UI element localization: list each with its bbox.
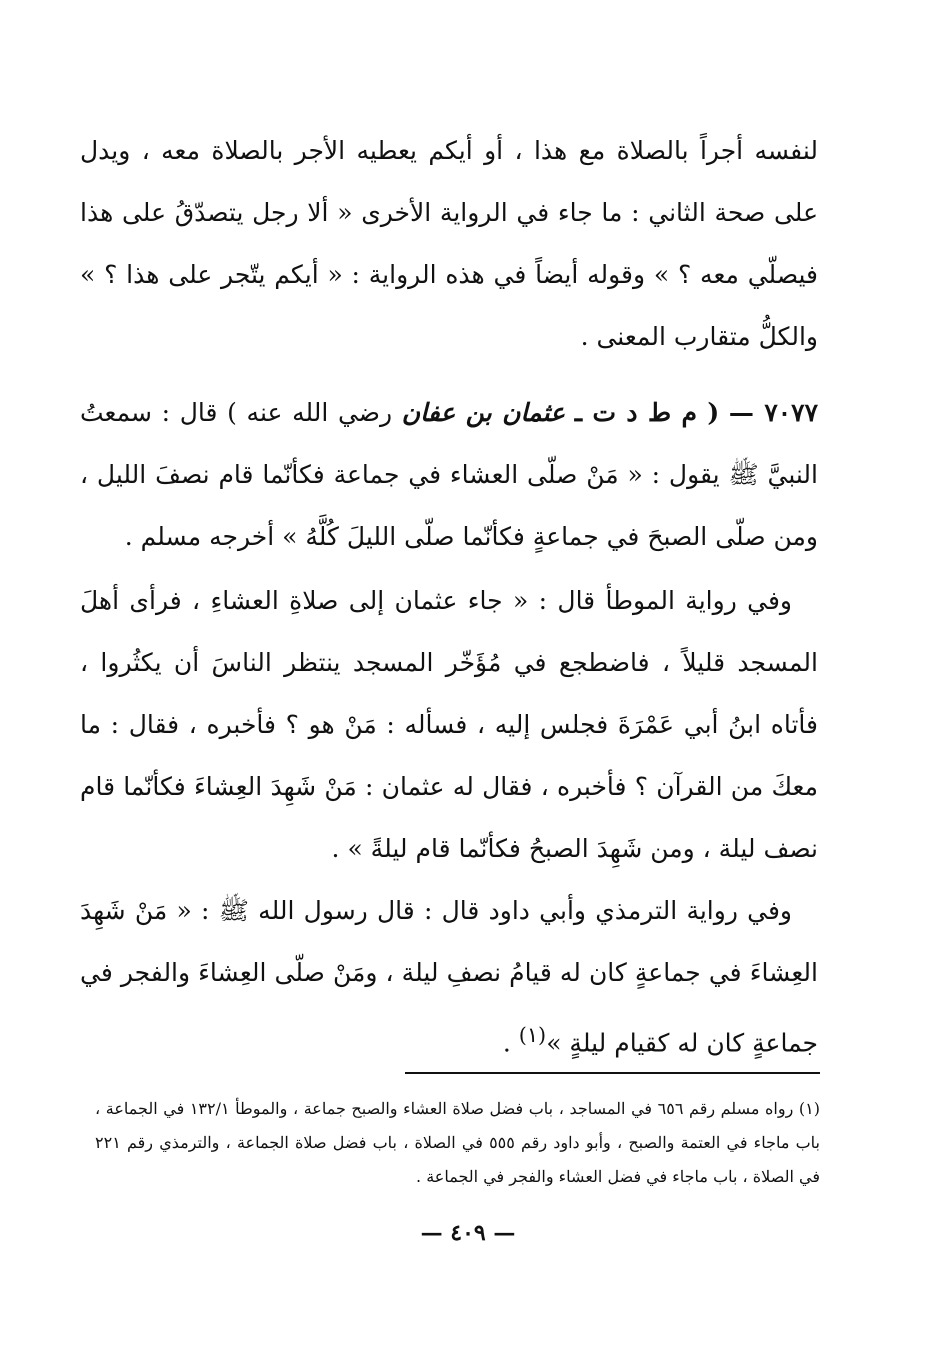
paragraph-commentary bbox=[80, 120, 818, 368]
narrator-name: عثمان بن عفان bbox=[401, 398, 566, 427]
footnote-marker: (١) bbox=[518, 1023, 547, 1047]
hadith-entry bbox=[80, 382, 818, 568]
page-number: — ٤٠٩ — bbox=[420, 1220, 516, 1246]
hadith-sources: ( م ط د ت ـ bbox=[574, 398, 720, 427]
paragraph-text: وفي رواية الترمذي وأبي داود قال : قال رسول الله ﷺ : « مَنْ شَهِدَ العِشاءَ في جماعةٍ كان له قيامُ نصفِ ليلة ، ومَنْ صلّى العِشاءَ والفجر في جماعةٍ كان له كقيام ليلةٍ » bbox=[80, 896, 818, 1058]
narration-entry bbox=[80, 570, 818, 880]
paragraph-hadith bbox=[80, 382, 818, 568]
paragraph-muwatta-narration bbox=[80, 570, 818, 880]
narration-entry bbox=[80, 880, 818, 1074]
footnote: (١) رواه مسلم رقم ٦٥٦ في المساجد ، باب فضل صلاة العشاء والصبح جماعة ، والموطأ ١٣٢/١ في الجماعة ، باب ماجاء في العتمة والصبح ، وأبو داود رقم ٥٥٥ في الصلاة ، باب فضل صلاة الجماعة ، والترمذي رقم ٢٢١ في الصلاة ، باب ماجاء في فضل العشاء والفجر في الجماعة . bbox=[95, 1099, 821, 1186]
footnote-divider bbox=[405, 1072, 820, 1074]
paragraph-text: وفي رواية الموطأ قال : « جاء عثمان إلى صلاةِ العشاءِ ، فرأى أهلَ المسجد قليلاً ، فاضطجع في مُؤَخّر المسجد ينتظر الناسَ أن يكثُروا ، فأتاه ابنُ أبي عَمْرَةَ فجلس إليه ، فسأله : مَنْ هو ؟ فأخبره ، فقال : ما معكَ من القرآن ؟ فأخبره ، فقال له عثمان : مَنْ شَهِدَ العِشاءَ فكأنّما قام نصف ليلة ، ومن شَهِدَ الصبحُ فكأنّما قام ليلةً » . bbox=[80, 586, 818, 863]
paragraph-end: . bbox=[502, 1028, 519, 1058]
hadith-text: رضي الله عنه ) قال : سمعتُ النبيَّ ﷺ يقول : « مَنْ صلّى العشاء في جماعة فكأنّما قام نصفَ الليل ، ومن صلّى الصبحَ في جماعةٍ فكأنّما صلّى الليلَ كُلَّهُ » أخرجه مسلم . bbox=[80, 398, 818, 551]
hadith-number: ٧٠٧٧ — bbox=[728, 398, 819, 427]
paragraph-tirmidhi-narration bbox=[80, 880, 818, 1074]
paragraph-text: لنفسه أجراً بالصلاة مع هذا ، أو أيكم يعطيه الأجر بالصلاة معه ، ويدل على صحة الثاني : ما جاء في الرواية الأخرى « ألا رجل يتصدّقُ على هذا فيصلّي معه ؟ » وقوله أيضاً في هذه الرواية : « أيكم يتّجر على هذا ؟ » والكلُّ متقارب المعنى . bbox=[80, 136, 818, 351]
